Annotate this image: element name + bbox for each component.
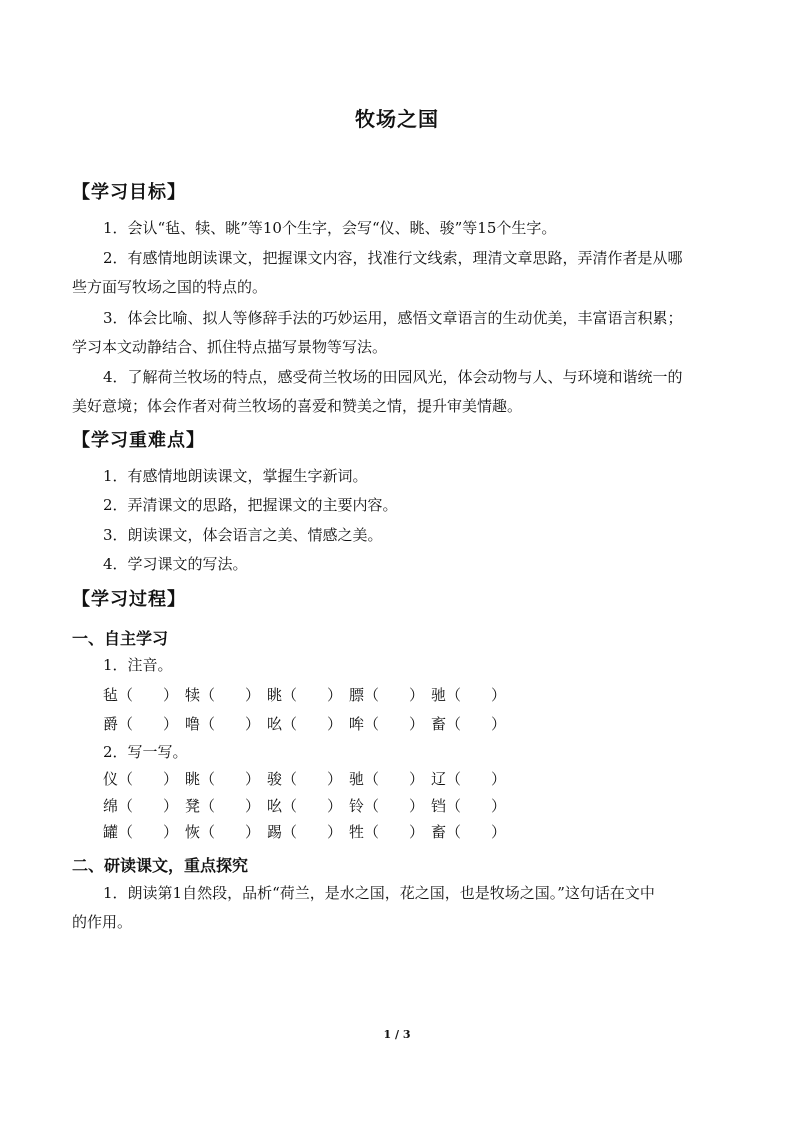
write-blank[interactable]: 驰（ ） [349, 770, 425, 788]
section-heading-key-points: 【学习重难点】 [72, 430, 205, 451]
write-row [103, 769, 507, 789]
question-pinyin: 1．注音。 [103, 656, 173, 674]
question-analysis-continued: 的作用。 [72, 913, 133, 931]
write-blank[interactable]: 辽（ ） [431, 770, 507, 788]
write-blank[interactable]: 恢（ ） [185, 823, 261, 841]
subsection-heading-study-text: 二、研读课文，重点探究 [72, 856, 249, 875]
key-point-item: 1．有感情地朗读课文，掌握生字新词。 [103, 467, 368, 485]
pinyin-row [103, 685, 507, 705]
write-blank[interactable]: 绵（ ） [103, 797, 179, 815]
write-blank[interactable]: 踢（ ） [267, 823, 343, 841]
goal-item: 3．体会比喻、拟人等修辞手法的巧妙运用，感悟文章语言的生动优美，丰富语言积累； [103, 309, 683, 327]
pinyin-blank[interactable]: 毡（ ） [103, 686, 179, 704]
write-blank[interactable]: 骏（ ） [267, 770, 343, 788]
key-point-item: 4．学习课文的写法。 [103, 555, 248, 573]
section-heading-goals: 【学习目标】 [72, 182, 186, 203]
goal-item: 1．会认“毡、犊、眺”等10个生字，会写“仪、眺、骏”等15个生字。 [103, 219, 557, 237]
write-blank[interactable]: 畜（ ） [431, 823, 507, 841]
write-blank[interactable]: 牲（ ） [349, 823, 425, 841]
pinyin-blank[interactable]: 膘（ ） [349, 686, 425, 704]
goal-item: 4．了解荷兰牧场的特点，感受荷兰牧场的田园风光，体会动物与人、与环境和谐统一的 [103, 368, 683, 386]
pinyin-blank[interactable]: 噜（ ） [185, 715, 261, 733]
write-blank[interactable]: 罐（ ） [103, 823, 179, 841]
page-number: 1 / 3 [383, 1028, 411, 1041]
pinyin-blank[interactable]: 爵（ ） [103, 715, 179, 733]
section-heading-process: 【学习过程】 [72, 589, 186, 610]
pinyin-blank[interactable]: 畜（ ） [431, 715, 507, 733]
subsection-heading-self-study: 一、自主学习 [72, 629, 169, 648]
pinyin-blank[interactable]: 犊（ ） [185, 686, 261, 704]
write-row [103, 822, 507, 842]
write-blank[interactable]: 铛（ ） [431, 797, 507, 815]
question-write: 2．写一写。 [103, 743, 188, 761]
write-blank[interactable]: 凳（ ） [185, 797, 261, 815]
pinyin-blank[interactable]: 眺（ ） [267, 686, 343, 704]
goal-item-continued: 美好意境；体会作者对荷兰牧场的喜爱和赞美之情，提升审美情趣。 [72, 397, 523, 415]
goal-item: 2．有感情地朗读课文，把握课文内容，找准行文线索，理清文章思路，弄清作者是从哪 [103, 249, 683, 267]
write-blank[interactable]: 眺（ ） [185, 770, 261, 788]
pinyin-blank[interactable]: 吆（ ） [267, 715, 343, 733]
key-point-item: 3．朗读课文，体会语言之美、情感之美。 [103, 526, 383, 544]
goal-item-continued: 些方面写牧场之国的特点的。 [72, 278, 268, 296]
write-row [103, 796, 507, 816]
question-analysis: 1．朗读第1自然段，品析“荷兰，是水之国，花之国，也是牧场之国。”这句话在文中 [103, 884, 655, 902]
write-blank[interactable]: 仪（ ） [103, 770, 179, 788]
write-blank[interactable]: 铃（ ） [349, 797, 425, 815]
goal-item-continued: 学习本文动静结合、抓住特点描写景物等写法。 [72, 338, 388, 356]
pinyin-blank[interactable]: 哞（ ） [349, 715, 425, 733]
write-blank[interactable]: 吆（ ） [267, 797, 343, 815]
key-point-item: 2．弄清课文的思路，把握课文的主要内容。 [103, 496, 398, 514]
pinyin-blank[interactable]: 驰（ ） [431, 686, 507, 704]
page-title: 牧场之国 [355, 107, 439, 131]
pinyin-row [103, 714, 507, 734]
